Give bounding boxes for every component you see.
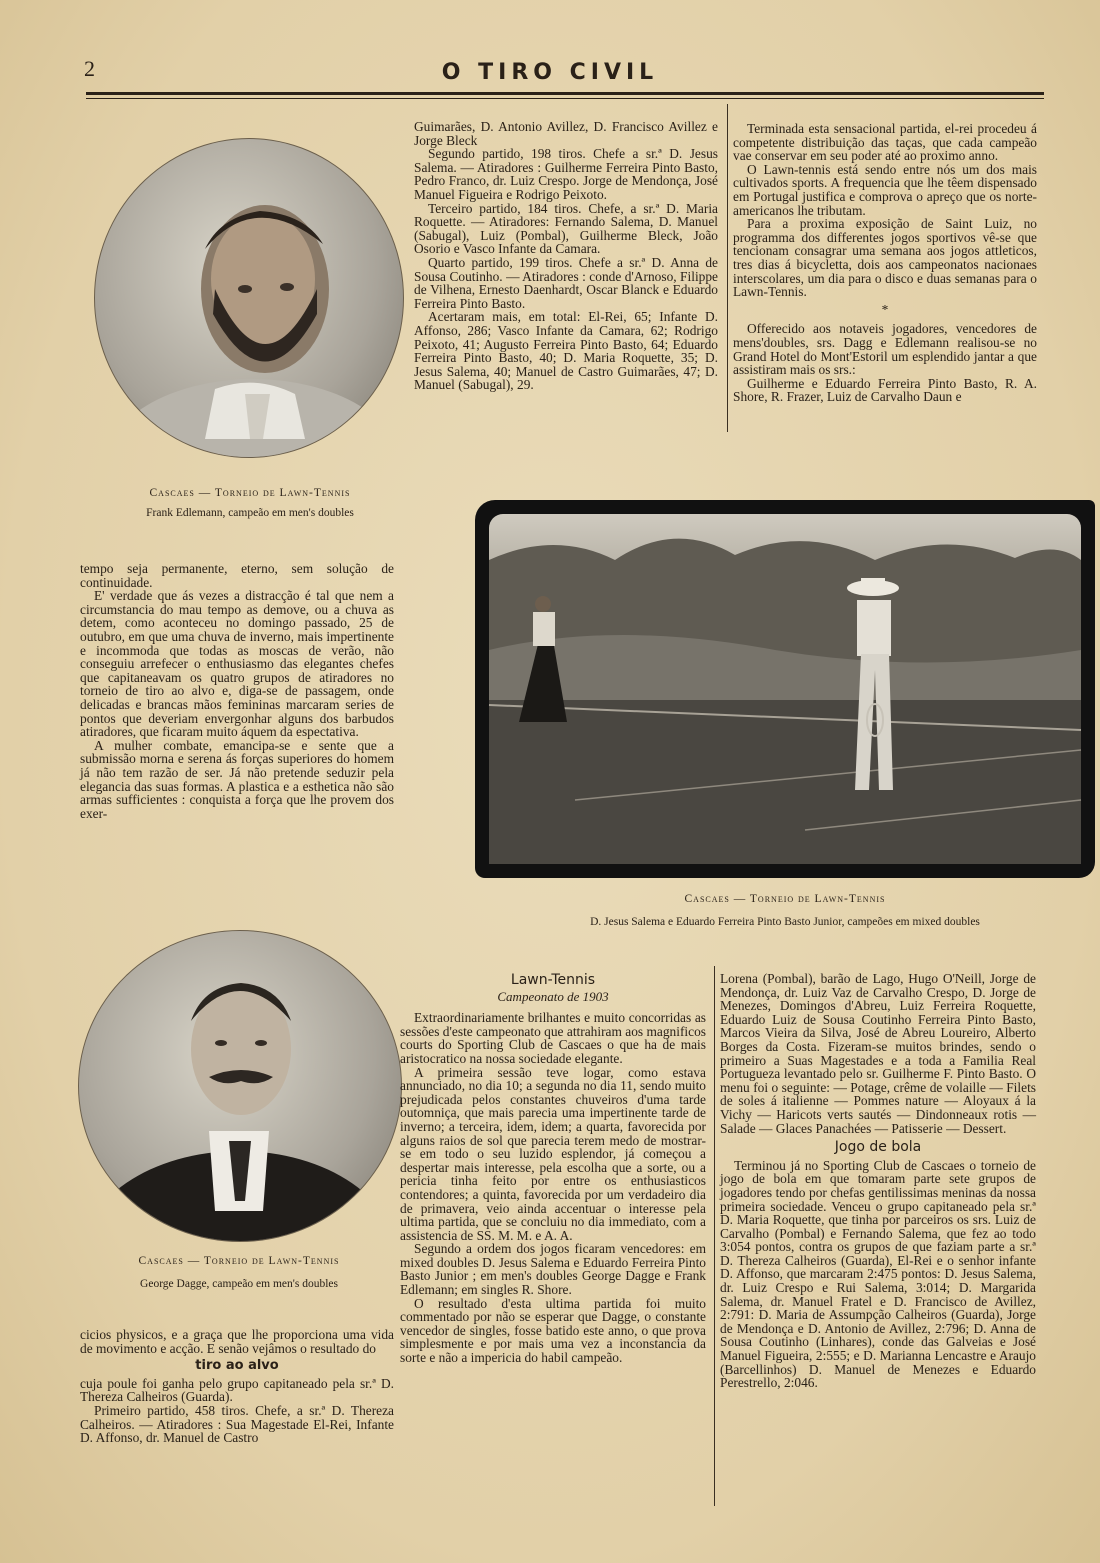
paragraph: Offerecido aos notaveis jogadores, vencedores de mens'doubles, srs. Dagg e Edlemann realisou-se no Grand Hotel do Mont'Estoril um esplendido jantar a que assistiram mais os srs.: — [733, 321, 1037, 378]
article-shooting-intro — [80, 1328, 394, 1445]
caption-dagge-subtitle: George Dagge, campeão em men's doubles — [140, 1278, 338, 1290]
column-divider — [727, 104, 728, 432]
paragraph: Terminou já no Sporting Club de Cascaes o torneio de jogo de bola em que tomaram parte sete grupos de jogadores tendo por chefas gentilissimas meninas da nossa primeira sociedade. Venceu o grupo capitaneado pela sr.ª D. Maria Roquette, que tinha por parceiros os srs. Luiz de Carvalho (Pombal) e Fernando Salema, que fez ao todo 3:054 pontos, contra os grupos de que faziam parte a sr.ª D. Thereza Calheiros (Guarda), El-Rei e o senhor infante D. Affonso, que marcaram 2:475 pontos: D. Jesus Salema, dr. Luiz Crespo e Rui Salema, 3:014; D. Margarida Salema, dr. Manuel Fratel e D. Francisco de Avillez, 2:791: D. Maria de Assumpção Calheiros (Guarda), Jorge de Mendonça e D. Antonio de Avillez, 2:796; D. Anna de Sousa Coutinho (Linhares), conde das Galveias e José Manuel Figueira, 2:555; e D. Marianna Lencastre e Araujo (Barcellinhos) D. Manuel de Menezes e Eduardo Perestrello, 2:046. — [720, 1157, 1036, 1391]
caption-match-subtitle: D. Jesus Salema e Eduardo Ferreira Pinto Basto Junior, campeões em mixed doubles — [590, 916, 980, 928]
portrait-frank-edlemann — [94, 138, 404, 458]
article-lawn-tennis-notes — [733, 122, 1037, 404]
portrait-dagge-drawing — [79, 931, 401, 1241]
paragraph: Para a proxima exposição de Saint Luiz, no programma dos differentes jogos sportivos vê-se que tencionam consagrar uma semana aos jogos attleticos, tres dias á bicycletta, dois aos campeonatos nacionaes interscolares, um dia para o disco e duas semanas para o Lawn-Tennis. — [733, 216, 1037, 300]
caption-match-title: Cascaes — Torneio de Lawn-Tennis — [684, 893, 886, 905]
photo-tennis-match — [475, 500, 1095, 878]
article-dinner-and-jogo-de-bola — [720, 972, 1036, 1390]
article-lawn-tennis — [400, 972, 706, 1365]
paragraph: A mulher combate, emancipa-se e sente que a submissão morna e serena ás forças superiores do homem já não tem razão de ser. Já não pretende seduzir pela elegancia das suas formas. A plastica e a esthetica não são armas sufficientes : conquista a força que lhe provem dos exer- — [80, 737, 394, 821]
newspaper-title: O TIRO CIVIL — [441, 60, 659, 85]
paragraph: Primeiro partido, 458 tiros. Chefe, a sr.ª D. Thereza Calheiros. — Atiradores : Sua Magestade El-Rei, Infante D. Affonso, dr. Manuel de Castro — [80, 1402, 394, 1446]
paragraph: Segundo partido, 198 tiros. Chefe a sr.ª D. Jesus Salema. — Atiradores : Guilherme Ferreira Pinto Basto, Pedro Franco, dr. Luiz Crespo. Jorge de Mendonça, José Manuel Figueira e Rodrigo Peixoto. — [414, 146, 718, 202]
header-rule — [86, 92, 1044, 95]
caption-edlemann-title: Cascaes — Torneio de Lawn-Tennis — [149, 487, 351, 499]
paragraph: cicios physicos, e a graça que lhe proporciona uma vida de movimento e acção. E senão vejâmos o resultado do — [80, 1327, 394, 1356]
paragraph: Segundo a ordem dos jogos ficaram vencedores: em mixed doubles D. Jesus Salema e Eduardo Ferreira Pinto Basto Junior ; em men's doubles George Dagge e Frank Edlemann; em singles R. Shore. — [400, 1241, 706, 1298]
paragraph: Extraordinariamente brilhantes e muito concorridas as sessões d'este campeonato que attrahiram aos magnificos courts do Sporting Club de Cascaes o que ha de mais aristocratico na nossa sociedade elegante. — [400, 1010, 706, 1066]
section-heading-jogo-de-bola: Jogo de bola — [834, 1139, 922, 1156]
article-shooting-results — [414, 120, 718, 392]
caption-dagge-title: Cascaes — Torneio de Lawn-Tennis — [138, 1255, 340, 1267]
paragraph: O Lawn-tennis está sendo entre nós um dos mais cultivados sports. A frequencia que lhe têem dispensado em Portugal justifica e comprova o apreço que os norte- americanos lhe tributam. — [733, 161, 1037, 218]
section-heading-tiro-ao-alvo: tiro ao alvo — [195, 1358, 279, 1374]
paragraph: O resultado d'esta ultima partida foi muito commentado por não se esperar que Dagge, o constante vencedor de singles, fosse batido este anno, o que prova simplesmente e por mais uma vez a inconstancia da sorte e não a impericia do habil campeão. — [400, 1295, 706, 1366]
tennis-scene-drawing — [475, 500, 1095, 878]
article-subheading-campeonato: Campeonato de 1903 — [497, 988, 609, 1004]
header-rule-thin — [86, 98, 1044, 99]
article-heading-lawn-tennis: Lawn-Tennis — [510, 972, 596, 988]
paragraph: E' verdade que ás vezes a distracção é tal que nem a circumstancia do mau tempo as demove, ou a chuva as detem, como aconteceu no domingo passado, 25 de outubro, em que uma chuva de inverno, mais impertinente e incommoda que todas as moscas de verão, não conseguiu arrefecer o enthusiasmo das elegantes chefes que capitaneavam os quatro grupos de atiradores no torneio de tiro ao alvo e, diga-se de passagem, onde delicadas e brancas mãos femininas marcaram series de pontos que deveriam envergonhar alguns dos barbudos atiradores, que ficaram muito áquem da espectativa. — [80, 588, 394, 740]
paragraph: A primeira sessão teve logar, como estava annunciado, no dia 10; a segunda no dia 11, sendo muito prejudicada pelos constantes chuveiros d'uma tarde outomniça, que mais parecia uma impertinente tarde de inverno; a terceira, idem, idem; a quarta, favorecida por alguns raios de sol que parecia terem medo de mostrar-se em todo o seu luzido esplendor, já começou a despertar mais interesse, pela escolha que a sorte, ou a pericia tinha feito por entre os enthusiasticos contendores; a quinta, favorecida por um verdadeiro dia de primavera, veio ainda accentuar o interesse pela ultima partida, que se concluiu no dia immediato, com a assistencia de SS. M. M. e A. A. — [400, 1064, 706, 1243]
paragraph: Guimarães, D. Antonio Avillez, D. Francisco Avillez e Jorge Bleck — [414, 119, 718, 148]
article-women-sport — [80, 562, 394, 820]
column-divider — [714, 966, 715, 1506]
paragraph: Guilherme e Eduardo Ferreira Pinto Basto, R. A. Shore, R. Frazer, Luiz de Carvalho Daun e — [733, 375, 1037, 405]
paragraph: Terminada esta sensacional partida, el-rei procedeu á competente distribuição das taças, que cada campeão vae conservar em seu poder até ao proximo anno. — [733, 121, 1037, 164]
page-number: 2 — [84, 56, 95, 81]
portrait-george-dagge — [78, 930, 402, 1242]
paragraph: Acertaram mais, em total: El-Rei, 65; Infante D. Affonso, 286; Vasco Infante da Camara, 62; Rodrigo Peixoto, 41; Augusto Ferreira Pinto Basto, 64; Eduardo Ferreira Pinto Basto, 40; D. Maria Roquette, 35; D. Jesus Salema, 40; Manuel de Castro Guimarães, 47; D. Manuel (Sabugal), 29. — [414, 309, 718, 393]
paragraph: tempo seja permanente, eterno, sem solução de continuidade. — [80, 561, 394, 590]
portrait-edlemann-drawing — [95, 139, 403, 457]
caption-edlemann-subtitle: Frank Edlemann, campeão em men's doubles — [146, 507, 354, 519]
paragraph: Quarto partido, 199 tiros. Chefe a sr.ª D. Anna de Sousa Coutinho. — Atiradores : conde d'Arnoso, Filippe de Vilhena, Ernesto Daenhardt, Oscar Blanck e Eduardo Ferreira Pinto Basto. — [414, 254, 718, 311]
paragraph: Terceiro partido, 184 tiros. Chefe, a sr.ª D. Maria Roquette. — Atiradores: Fernando Salema, D. Manuel (Sabugal), Luiz (Pombal), Guilherme Bleck, João Osorio e Vasco Infante da Camara. — [414, 200, 718, 257]
paragraph: Lorena (Pombal), barão de Lago, Hugo O'Neill, Jorge de Mendonça, dr. Luiz Vaz de Carvalho Crespo, D. Jorge de Menezes, Domingos d'Abreu, Luiz Ferreira Roquette, Eduardo Luiz de Sousa Coutinho Ferreira Pinto Basto, Marcos Vieira da Silva, José de Abreu Loureiro, Alberto Borges da Costa. Fizeram-se muitos brindes, sendo o primeiro a Suas Magestades e a toda a Familia Real Portugueza levantado pelo sr. Guilherme F. Pinto Basto. O menu foi o seguinte: — Potage, crême de volaille — Filets de soles á italienne — Pommes nature — Aloyaux á la Vichy — Haricots verts sautés — Dindonneaux rotis — Salade — Glaces Panachées — Patisserie — Dessert. — [720, 971, 1036, 1136]
section-separator: * — [881, 301, 889, 317]
paragraph: cuja poule foi ganha pelo grupo capitaneado pela sr.ª D. Thereza Calheiros (Guarda). — [80, 1375, 394, 1405]
